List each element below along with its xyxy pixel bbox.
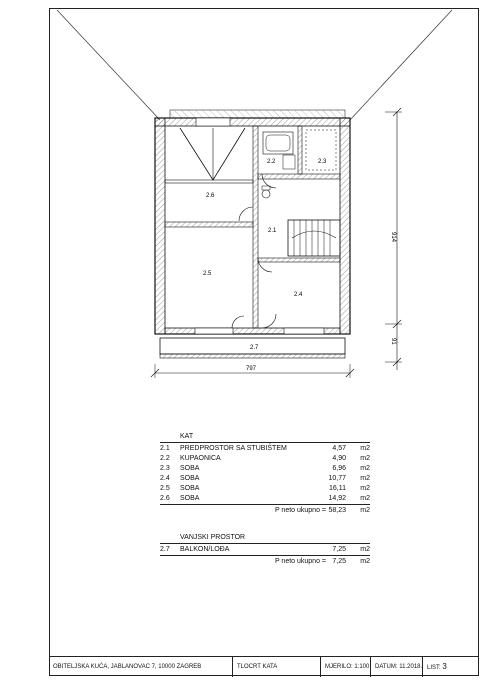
room-number: 2.3 <box>160 465 170 472</box>
margin-line <box>350 10 452 120</box>
room-label: 2.2 <box>267 159 276 165</box>
wall-east <box>340 118 350 334</box>
room-label: 2.4 <box>294 292 303 298</box>
divider <box>160 504 370 505</box>
total-area: 7,25 <box>332 558 346 565</box>
room-unit: m2 <box>360 495 370 502</box>
total-unit: m2 <box>360 558 370 565</box>
roof-strip <box>170 110 345 118</box>
wall-interior <box>253 126 258 328</box>
total-row <box>160 506 370 516</box>
schedule-row <box>160 444 370 454</box>
drawing-name: TLOCRT KATA <box>233 657 321 677</box>
room-number: 2.4 <box>160 475 170 482</box>
schedule-row <box>160 484 370 494</box>
room-area: 10,77 <box>328 475 346 482</box>
outdoor-list <box>160 545 370 555</box>
divider <box>160 543 370 544</box>
door-swing <box>239 207 253 221</box>
dimension-text: 914 <box>390 232 396 243</box>
room-number: 2.7 <box>160 546 170 553</box>
room-name: BALKON/LOĐA <box>180 546 230 553</box>
room-name: SOBA <box>180 495 200 502</box>
bathtub <box>263 132 293 154</box>
room-number: 2.1 <box>160 445 170 452</box>
balcony-rail <box>160 354 345 358</box>
total-unit: m2 <box>360 507 370 514</box>
bathtub-inner <box>266 135 290 151</box>
room-label: 2.1 <box>268 228 277 234</box>
room-name: SOBA <box>180 475 200 482</box>
room-schedule <box>160 432 370 567</box>
room-name: SOBA <box>180 465 200 472</box>
room-area: 16,11 <box>329 485 346 492</box>
washbasin <box>283 155 295 169</box>
room-unit: m2 <box>360 546 370 553</box>
toilet-tank <box>262 186 270 190</box>
window <box>284 328 324 334</box>
title-block <box>49 656 479 677</box>
room-area: 7,25 <box>332 546 346 553</box>
sheet-label: LIST: <box>427 665 441 671</box>
room-name: KUPAONICA <box>180 455 221 462</box>
wall-interior <box>258 258 340 262</box>
project-name: OBITELJSKA KUĆA, JABLANOVAC 7, 10000 ZAGREB <box>49 657 233 677</box>
room-label: 2.5 <box>203 271 212 277</box>
outdoor-heading: VANJSKI PROSTOR <box>180 534 246 541</box>
window <box>196 118 230 126</box>
wall-interior <box>258 174 340 179</box>
room-unit: m2 <box>360 445 370 452</box>
wall-interior <box>165 222 253 227</box>
room-number: 2.6 <box>160 495 170 502</box>
dormer-outline <box>180 128 245 180</box>
room-name: SOBA <box>180 485 200 492</box>
dimension-text: 91 <box>390 338 396 345</box>
room-unit: m2 <box>360 455 370 462</box>
window <box>195 328 233 334</box>
schedule-row <box>160 545 370 555</box>
door-swing <box>262 314 276 328</box>
total-label: P neto ukupno = <box>274 507 326 514</box>
outdoor-total-row <box>160 557 370 567</box>
door-swing <box>232 316 244 328</box>
sheet-number: 3 <box>442 662 447 671</box>
sheet-number-cell <box>423 657 479 677</box>
schedule-row <box>160 454 370 464</box>
room-number: 2.2 <box>160 455 170 462</box>
schedule-row <box>160 464 370 474</box>
divider <box>160 442 370 443</box>
staircase <box>288 220 340 256</box>
room-label: 2.6 <box>206 193 215 199</box>
room-label: 2.3 <box>318 159 327 165</box>
schedule-row <box>160 474 370 484</box>
room-name: PREDPROSTOR SA STUBIŠTEM <box>180 445 287 452</box>
wall-interior <box>298 126 302 174</box>
scale: MJERILO: 1:100 <box>321 657 371 677</box>
room-unit: m2 <box>360 475 370 482</box>
room-label: 2.7 <box>250 345 259 351</box>
room-number: 2.5 <box>160 485 170 492</box>
schedule-row <box>160 494 370 504</box>
total-area: 58,23 <box>328 507 346 514</box>
total-label: P neto ukupno = <box>274 558 326 565</box>
margin-line <box>57 10 160 120</box>
wall-interior <box>165 180 253 183</box>
room-area: 4,57 <box>332 445 346 452</box>
room-list <box>160 444 370 504</box>
wall-west <box>155 118 165 334</box>
room-unit: m2 <box>360 465 370 472</box>
toilet <box>262 190 270 198</box>
dimension-text: 797 <box>246 366 257 372</box>
date: DATUM: 11.2018. <box>371 657 423 677</box>
wall-north <box>155 118 350 126</box>
room-unit: m2 <box>360 485 370 492</box>
room-area: 14,92 <box>328 495 346 502</box>
divider <box>160 555 370 556</box>
schedule-heading: KAT <box>180 433 194 440</box>
room-area: 4,90 <box>332 455 346 462</box>
room-area: 6,96 <box>332 465 346 472</box>
